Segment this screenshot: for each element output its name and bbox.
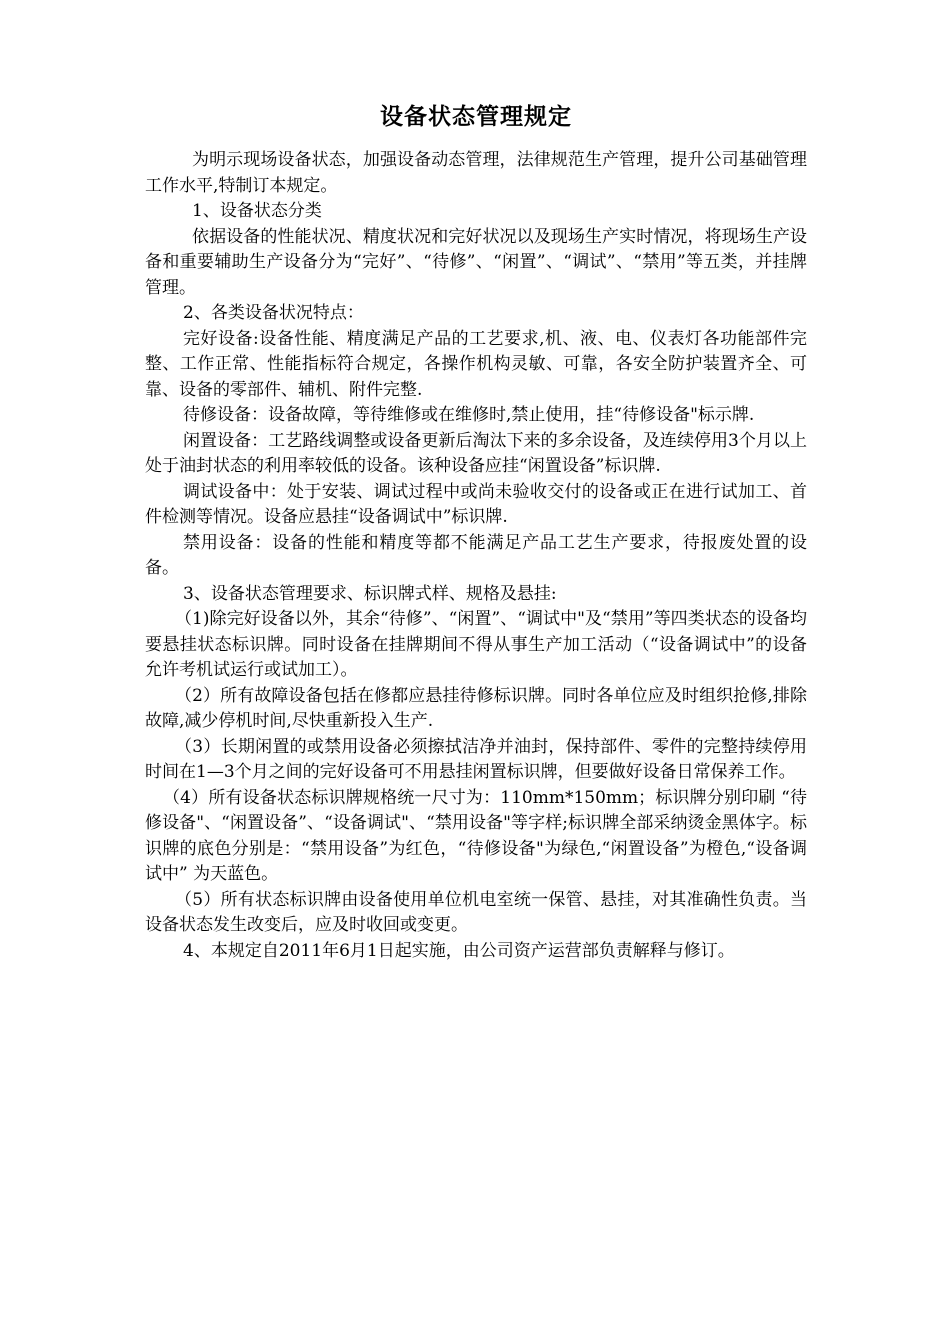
section-3-heading: 3、设备状态管理要求、标识牌式样、规格及悬挂:: [183, 583, 557, 604]
status-item-debug: 调试设备中：处于安装、调试过程中或尚未验收交付的设备或正在进行试加工、首件检测等情况。设备应悬挂“设备调试中”标识牌.: [145, 481, 807, 527]
status-item-disabled: 禁用设备：设备的性能和精度等都不能满足产品工艺生产要求，待报废处置的设备。: [145, 532, 807, 578]
section-2-heading: 2、各类设备状况特点：: [183, 303, 364, 323]
requirement-item-2: （2）所有故障设备包括在修都应悬挂待修标识牌。同时各单位应及时组织抢修,排除故障,减少停机时间,尽快重新投入生产.: [145, 685, 807, 731]
status-item-idle: 闲置设备：工艺路线调整或设备更新后淘汰下来的多余设备，及连续停用3个月以上处于油封状态的利用率较低的设备。该种设备应挂“闲置设备”标识牌.: [145, 430, 807, 476]
requirement-item-4: （4）所有设备状态标识牌规格统一尺寸为：110mm*150mm；标识牌分别印刷 “待修设备"、“闲置设备”、“设备调试"、“禁用设备"等字样;标识牌全部采纳烫金黑体字。标识牌的底色分别是：“禁用设备”为红色，“待修设备"为绿色,“闲置设备”为橙色,“设备调试中” 为天蓝色。: [145, 787, 807, 884]
section-1-body: 依据设备的性能状况、精度状况和完好状况以及现场生产实时情况，将现场生产设备和重要辅助生产设备分为“完好”、“待修”、“闲置”、“调试”、“禁用”等五类，并挂牌管理。: [145, 226, 807, 298]
status-item-repair: 待修设备：设备故障，等待维修或在维修时,禁止使用，挂“待修设备"标示牌.: [183, 405, 755, 425]
status-item-good: 完好设备:设备性能、精度满足产品的工艺要求,机、液、电、仪表灯各功能部件完整、工作正常、性能指标符合规定，各操作机构灵敏、可靠，各安全防护装置齐全、可靠、设备的零部件、辅机、附件完整.: [145, 328, 807, 400]
requirement-item-3: （3）长期闲置的或禁用设备必须擦拭洁净并油封，保持部件、零件的完整持续停用时间在1—3个月之间的完好设备可不用悬挂闲置标识牌，但要做好设备日常保养工作。: [145, 736, 807, 782]
intro-paragraph: 为明示现场设备状态，加强设备动态管理，法律规范生产管理，提升公司基础管理工作水平,特制订本规定。: [145, 150, 807, 196]
section-4-paragraph: 4、本规定自2011年6月1日起实施，由公司资产运营部负责解释与修订。: [183, 940, 735, 961]
document-title: 设备状态管理规定: [380, 103, 572, 130]
section-1-heading: 1、设备状态分类: [192, 201, 322, 221]
requirement-item-1: （1)除完好设备以外，其余“待修”、“闲置”、“调试中"及“禁用”等四类状态的设备均要悬挂状态标识牌。同时设备在挂牌期间不得从事生产加工活动（“设备调试中”的设备允许考机试运行或试加工）。: [145, 609, 807, 680]
requirement-item-5: （5）所有状态标识牌由设备使用单位机电室统一保管、悬挂，对其准确性负责。当设备状态发生改变后，应及时收回或变更。: [145, 889, 807, 935]
document-page: [145, 100, 807, 964]
